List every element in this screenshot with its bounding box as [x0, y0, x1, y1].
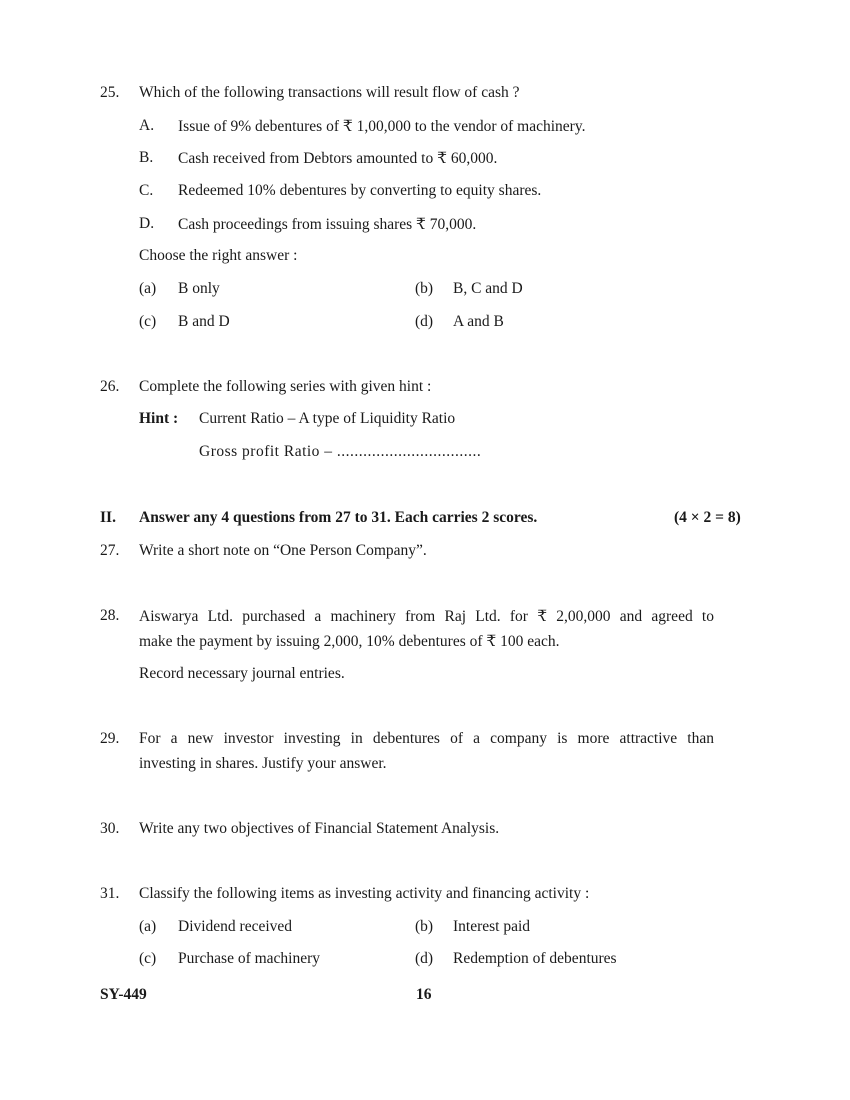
q25-option-c-text: Redeemed 10% debentures by converting to equity shares.	[178, 182, 542, 199]
q28-line-2: make the payment by issuing 2,000, 10% debentures of ₹ 100 each.	[139, 633, 560, 650]
q27-text: Write a short note on “One Person Company”.	[139, 542, 427, 559]
q25-option-a-text: Issue of 9% debentures of ₹ 1,00,000 to the vendor of machinery.	[178, 118, 586, 135]
q25-question: Which of the following transactions will result flow of cash ?	[139, 84, 520, 101]
q25-answer-b-label: (b)	[415, 280, 434, 297]
q25-choose-instruction: Choose the right answer :	[139, 247, 298, 264]
q26-hint-line-1: Current Ratio – A type of Liquidity Ratio	[199, 410, 456, 427]
q31-answer-c-label: (c)	[139, 950, 157, 967]
footer-page-number: 16	[416, 986, 432, 1003]
q31-answer-b-text: Interest paid	[453, 918, 531, 935]
q30-number: 30.	[100, 820, 120, 837]
q26-question: Complete the following series with given hint :	[139, 378, 432, 395]
q27-number: 27.	[100, 542, 120, 559]
q31-answer-a-label: (a)	[139, 918, 157, 935]
q25-option-d-text: Cash proceedings from issuing shares ₹ 70,000.	[178, 216, 477, 233]
q31-number: 31.	[100, 885, 120, 902]
q31-answer-a-text: Dividend received	[178, 918, 293, 935]
section-2-roman: II.	[100, 509, 116, 526]
q31-answer-b-label: (b)	[415, 918, 434, 935]
q26-hint-label: Hint :	[139, 410, 179, 427]
section-2-score: (4 × 2 = 8)	[674, 509, 741, 526]
footer-exam-code: SY-449	[100, 986, 147, 1003]
q25-number: 25.	[100, 84, 120, 101]
q25-option-a-label: A.	[139, 117, 155, 134]
q25-answer-a-text: B only	[178, 280, 220, 297]
q28-line-3: Record necessary journal entries.	[139, 665, 345, 682]
q29-line-1: For a new investor investing in debentures of a company is more attractive than	[139, 730, 714, 747]
q25-answer-a-label: (a)	[139, 280, 157, 297]
q25-answer-d-text: A and B	[453, 313, 504, 330]
q28-number: 28.	[100, 607, 120, 624]
q31-answer-d-text: Redemption of debentures	[453, 950, 617, 967]
q25-answer-c-label: (c)	[139, 313, 157, 330]
q25-answer-d-label: (d)	[415, 313, 434, 330]
q26-hint-line-2: Gross profit Ratio – .................................	[199, 443, 482, 460]
q31-answer-c-text: Purchase of machinery	[178, 950, 321, 967]
q31-answer-d-label: (d)	[415, 950, 434, 967]
q25-option-d-label: D.	[139, 215, 155, 232]
q29-number: 29.	[100, 730, 120, 747]
q25-option-b-label: B.	[139, 149, 154, 166]
section-2-instruction: Answer any 4 questions from 27 to 31. Each carries 2 scores.	[139, 509, 538, 526]
q25-answer-b-text: B, C and D	[453, 280, 523, 297]
q29-line-2: investing in shares. Justify your answer.	[139, 755, 387, 772]
q26-number: 26.	[100, 378, 120, 395]
q28-line-1: Aiswarya Ltd. purchased a machinery from Raj Ltd. for ₹ 2,00,000 and agreed to	[139, 608, 714, 625]
q25-option-c-label: C.	[139, 182, 154, 199]
q30-text: Write any two objectives of Financial Statement Analysis.	[139, 820, 500, 837]
q25-answer-c-text: B and D	[178, 313, 230, 330]
q25-option-b-text: Cash received from Debtors amounted to ₹ 60,000.	[178, 150, 498, 167]
q31-question: Classify the following items as investing activity and financing activity :	[139, 885, 590, 902]
